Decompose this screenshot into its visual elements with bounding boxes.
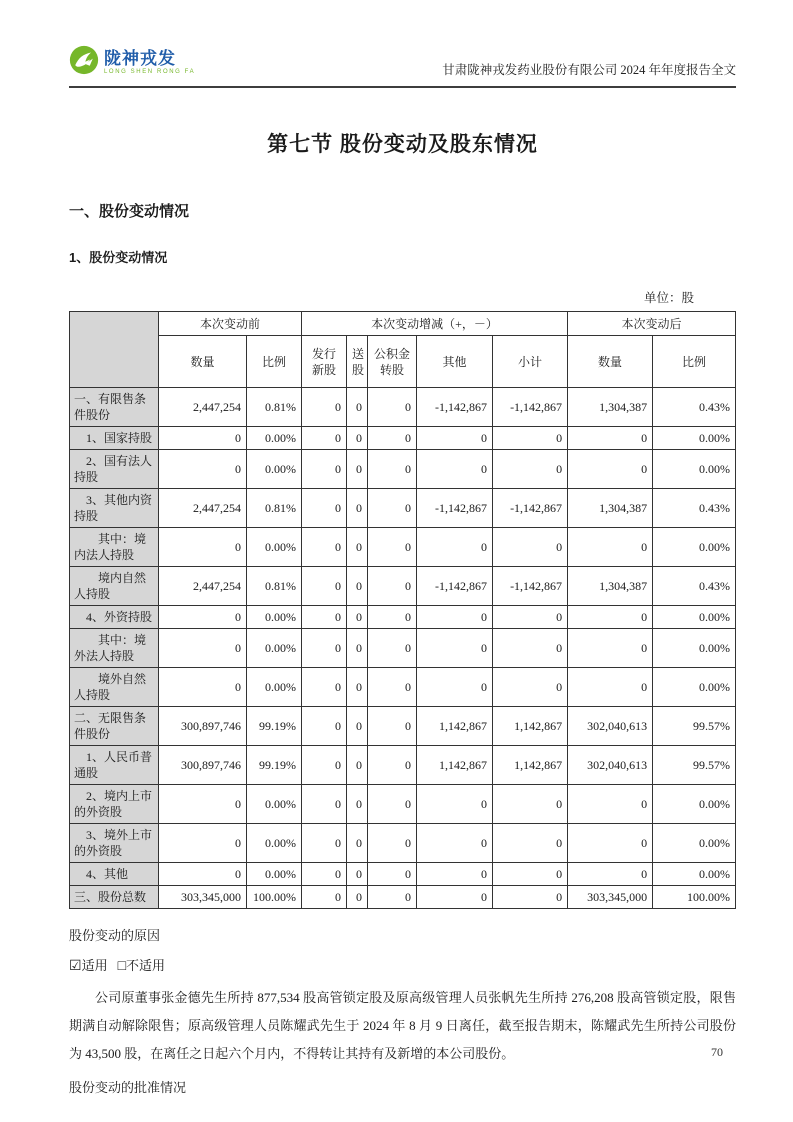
table-row: [70, 746, 736, 785]
cell-value: 0: [347, 606, 368, 629]
cell-value: 1,142,867: [417, 746, 493, 785]
cell-value: -1,142,867: [417, 489, 493, 528]
cell-value: 0: [347, 707, 368, 746]
row-label: 一、有限售条件股份: [70, 388, 159, 427]
cell-value: 0: [302, 707, 347, 746]
cell-value: 0: [347, 668, 368, 707]
cell-value: 0: [347, 629, 368, 668]
cell-value: 0: [347, 863, 368, 886]
cell-value: 0: [568, 863, 653, 886]
cell-value: 0.00%: [653, 427, 736, 450]
cell-value: 0: [368, 528, 417, 567]
table-row: [70, 388, 736, 427]
logo-en-name: LONG SHEN RONG FA: [104, 69, 196, 75]
cell-value: 0: [159, 427, 247, 450]
cell-value: 0: [302, 450, 347, 489]
cell-value: 2,447,254: [159, 567, 247, 606]
table-row: [70, 863, 736, 886]
row-label: 4、外资持股: [70, 606, 159, 629]
group-header-before: 本次变动前: [159, 312, 302, 336]
logo-cn-name: 陇神戎发: [104, 49, 176, 68]
cell-value: 0: [368, 824, 417, 863]
cell-value: 0.00%: [247, 606, 302, 629]
table-row: [70, 668, 736, 707]
table-row: [70, 629, 736, 668]
cell-value: 0: [302, 629, 347, 668]
cell-value: 0: [302, 824, 347, 863]
cell-value: 303,345,000: [568, 886, 653, 909]
cell-value: 0: [417, 886, 493, 909]
col-header-ratio-before: 比例: [247, 336, 302, 388]
cell-value: 0: [493, 824, 568, 863]
cell-value: 0.00%: [247, 427, 302, 450]
cell-value: 0: [368, 489, 417, 528]
col-header-subtotal: 小计: [493, 336, 568, 388]
cell-value: 0: [347, 450, 368, 489]
cell-value: 0.00%: [653, 785, 736, 824]
cell-value: 0: [493, 668, 568, 707]
cell-value: 0.00%: [247, 785, 302, 824]
table-row: [70, 489, 736, 528]
cell-value: 0: [159, 528, 247, 567]
cell-value: 0.00%: [653, 528, 736, 567]
col-header-qty-before: 数量: [159, 336, 247, 388]
applicable-label: 适用: [81, 958, 108, 973]
row-label: 3、境外上市的外资股: [70, 824, 159, 863]
cell-value: 0: [568, 668, 653, 707]
cell-value: 0: [347, 746, 368, 785]
cell-value: 1,142,867: [493, 707, 568, 746]
cell-value: 300,897,746: [159, 746, 247, 785]
cell-value: 0: [368, 746, 417, 785]
cell-value: 100.00%: [653, 886, 736, 909]
cell-value: 0: [347, 388, 368, 427]
cell-value: 100.00%: [247, 886, 302, 909]
cell-value: 1,304,387: [568, 489, 653, 528]
cell-value: 1,142,867: [493, 746, 568, 785]
cell-value: 0: [368, 427, 417, 450]
group-header-after: 本次变动后: [568, 312, 736, 336]
cell-value: 0: [368, 629, 417, 668]
cell-value: 0.00%: [247, 629, 302, 668]
cell-value: 0: [302, 489, 347, 528]
cell-value: 0: [493, 528, 568, 567]
logo-bird-icon: [69, 45, 99, 80]
cell-value: 0: [493, 629, 568, 668]
cell-value: 0: [568, 450, 653, 489]
col-header-bonus: 送股: [347, 336, 368, 388]
row-label: 境外自然人持股: [70, 668, 159, 707]
cell-value: 0: [368, 388, 417, 427]
cell-value: 0: [368, 668, 417, 707]
share-change-table-body: [70, 388, 736, 909]
page-header: [69, 45, 736, 88]
cell-value: 99.19%: [247, 707, 302, 746]
table-row: [70, 450, 736, 489]
row-label: 1、人民币普通股: [70, 746, 159, 785]
cell-value: 0: [417, 863, 493, 886]
cell-value: -1,142,867: [493, 489, 568, 528]
col-header-qty-after: 数量: [568, 336, 653, 388]
cell-value: 0.81%: [247, 489, 302, 528]
row-label: 4、其他: [70, 863, 159, 886]
company-logo: [69, 45, 195, 80]
row-label: 2、国有法人持股: [70, 450, 159, 489]
share-change-table: [69, 311, 736, 909]
cell-value: 303,345,000: [159, 886, 247, 909]
cell-value: 0: [417, 824, 493, 863]
cell-value: 0: [493, 450, 568, 489]
cell-value: 302,040,613: [568, 746, 653, 785]
cell-value: 0: [159, 450, 247, 489]
cell-value: 0.81%: [247, 567, 302, 606]
cell-value: 0: [347, 785, 368, 824]
cell-value: -1,142,867: [417, 388, 493, 427]
cell-value: 0: [368, 785, 417, 824]
table-row: [70, 785, 736, 824]
checked-checkbox-icon: ☑: [69, 959, 82, 974]
row-label: 3、其他内资持股: [70, 489, 159, 528]
cell-value: 0: [347, 528, 368, 567]
cell-value: 0: [493, 427, 568, 450]
table-row: [70, 427, 736, 450]
cell-value: 0: [159, 629, 247, 668]
cell-value: 1,304,387: [568, 567, 653, 606]
cell-value: 0: [347, 427, 368, 450]
row-label: 境内自然人持股: [70, 567, 159, 606]
cell-value: 0: [417, 528, 493, 567]
cell-value: 99.57%: [653, 707, 736, 746]
subsection-heading: 1、股份变动情况: [69, 250, 168, 265]
cell-value: 0: [159, 785, 247, 824]
corner-cell: [70, 312, 159, 388]
table-group-header-row: [70, 312, 736, 336]
row-label: 其中：境外法人持股: [70, 629, 159, 668]
approval-heading: 股份变动的批准情况: [69, 1080, 187, 1095]
cell-value: -1,142,867: [493, 388, 568, 427]
cell-value: 0.00%: [247, 668, 302, 707]
row-label: 二、无限售条件股份: [70, 707, 159, 746]
cell-value: 0.00%: [653, 629, 736, 668]
section-heading: 一、股份变动情况: [69, 203, 190, 220]
cell-value: 0: [368, 863, 417, 886]
cell-value: 0: [568, 785, 653, 824]
cell-value: 0: [568, 606, 653, 629]
cell-value: 0: [159, 606, 247, 629]
cell-value: 0: [568, 824, 653, 863]
row-label: 1、国家持股: [70, 427, 159, 450]
cell-value: 0: [493, 863, 568, 886]
cell-value: 0: [302, 528, 347, 567]
cell-value: 0: [493, 886, 568, 909]
cell-value: 0: [417, 450, 493, 489]
cell-value: 0: [417, 785, 493, 824]
cell-value: 0: [493, 606, 568, 629]
col-header-other: 其他: [417, 336, 493, 388]
cell-value: 0: [568, 528, 653, 567]
table-row: [70, 707, 736, 746]
cell-value: 0.00%: [247, 528, 302, 567]
col-header-reserve-conversion: 公积金转股: [368, 336, 417, 388]
change-reason-heading: 股份变动的原因: [69, 928, 161, 943]
cell-value: 0: [368, 886, 417, 909]
unit-label: 单位：股: [643, 291, 694, 305]
col-header-ratio-after: 比例: [653, 336, 736, 388]
cell-value: 99.57%: [653, 746, 736, 785]
cell-value: 0: [159, 863, 247, 886]
cell-value: 302,040,613: [568, 707, 653, 746]
cell-value: 0: [417, 629, 493, 668]
cell-value: 0: [368, 606, 417, 629]
cell-value: 1,304,387: [568, 388, 653, 427]
table-column-header-row: [70, 336, 736, 388]
cell-value: 0.43%: [653, 567, 736, 606]
cell-value: 0: [302, 606, 347, 629]
cell-value: 0: [347, 824, 368, 863]
table-row: [70, 886, 736, 909]
cell-value: 0: [568, 629, 653, 668]
page-number: 70: [711, 1045, 723, 1059]
cell-value: 2,447,254: [159, 388, 247, 427]
cell-value: 0.00%: [653, 606, 736, 629]
cell-value: 0: [347, 886, 368, 909]
cell-value: 0.81%: [247, 388, 302, 427]
cell-value: 0.00%: [653, 824, 736, 863]
cell-value: 0: [347, 567, 368, 606]
cell-value: 0: [417, 668, 493, 707]
cell-value: 0: [302, 863, 347, 886]
cell-value: 0: [159, 668, 247, 707]
cell-value: 1,142,867: [417, 707, 493, 746]
cell-value: 0.00%: [247, 824, 302, 863]
change-reason-paragraph: 公司原董事张金德先生所持 877,534 股高管锁定股及原高级管理人员张帆先生所持 276,208 股高管锁定股，限售期满自动解除限售；原高级管理人员陈耀武先生于 2024 年 8 月 9 日离任，截至报告期末，陈耀武先生所持公司股份为 43,500 股，在离任之日起六个月内，不得转让其持有及新增的本公司股份。: [69, 990, 736, 1061]
applicability-line: [69, 955, 736, 975]
cell-value: 0: [302, 886, 347, 909]
cell-value: 300,897,746: [159, 707, 247, 746]
cell-value: 0: [347, 489, 368, 528]
cell-value: 0: [302, 785, 347, 824]
cell-value: 0.00%: [653, 863, 736, 886]
row-label: 其中：境内法人持股: [70, 528, 159, 567]
cell-value: 2,447,254: [159, 489, 247, 528]
cell-value: -1,142,867: [493, 567, 568, 606]
cell-value: 0.43%: [653, 489, 736, 528]
row-label: 三、股份总数: [70, 886, 159, 909]
cell-value: 0.00%: [653, 450, 736, 489]
cell-value: 0: [159, 824, 247, 863]
not-applicable-label: 不适用: [126, 958, 166, 973]
table-row: [70, 606, 736, 629]
cell-value: 0: [302, 668, 347, 707]
cell-value: 0: [302, 427, 347, 450]
table-row: [70, 528, 736, 567]
cell-value: -1,142,867: [417, 567, 493, 606]
cell-value: 99.19%: [247, 746, 302, 785]
cell-value: 0: [493, 785, 568, 824]
cell-value: 0: [302, 567, 347, 606]
cell-value: 0.00%: [653, 668, 736, 707]
table-row: [70, 567, 736, 606]
report-title: 甘肃陇神戎发药业股份有限公司 2024 年年度报告全文: [442, 63, 736, 77]
cell-value: 0: [417, 606, 493, 629]
cell-value: 0: [568, 427, 653, 450]
cell-value: 0: [368, 567, 417, 606]
table-row: [70, 824, 736, 863]
row-label: 2、境内上市的外资股: [70, 785, 159, 824]
cell-value: 0: [417, 427, 493, 450]
group-header-change: 本次变动增减（+，－）: [302, 312, 568, 336]
logo-text: [104, 50, 195, 75]
cell-value: 0: [368, 707, 417, 746]
cell-value: 0: [368, 450, 417, 489]
cell-value: 0: [302, 746, 347, 785]
cell-value: 0.00%: [247, 450, 302, 489]
col-header-new-issue: 发行新股: [302, 336, 347, 388]
unchecked-checkbox-icon: □: [117, 959, 127, 974]
cell-value: 0.43%: [653, 388, 736, 427]
cell-value: 0: [302, 388, 347, 427]
cell-value: 0.00%: [247, 863, 302, 886]
chapter-title: 第七节 股份变动及股东情况: [267, 133, 538, 156]
